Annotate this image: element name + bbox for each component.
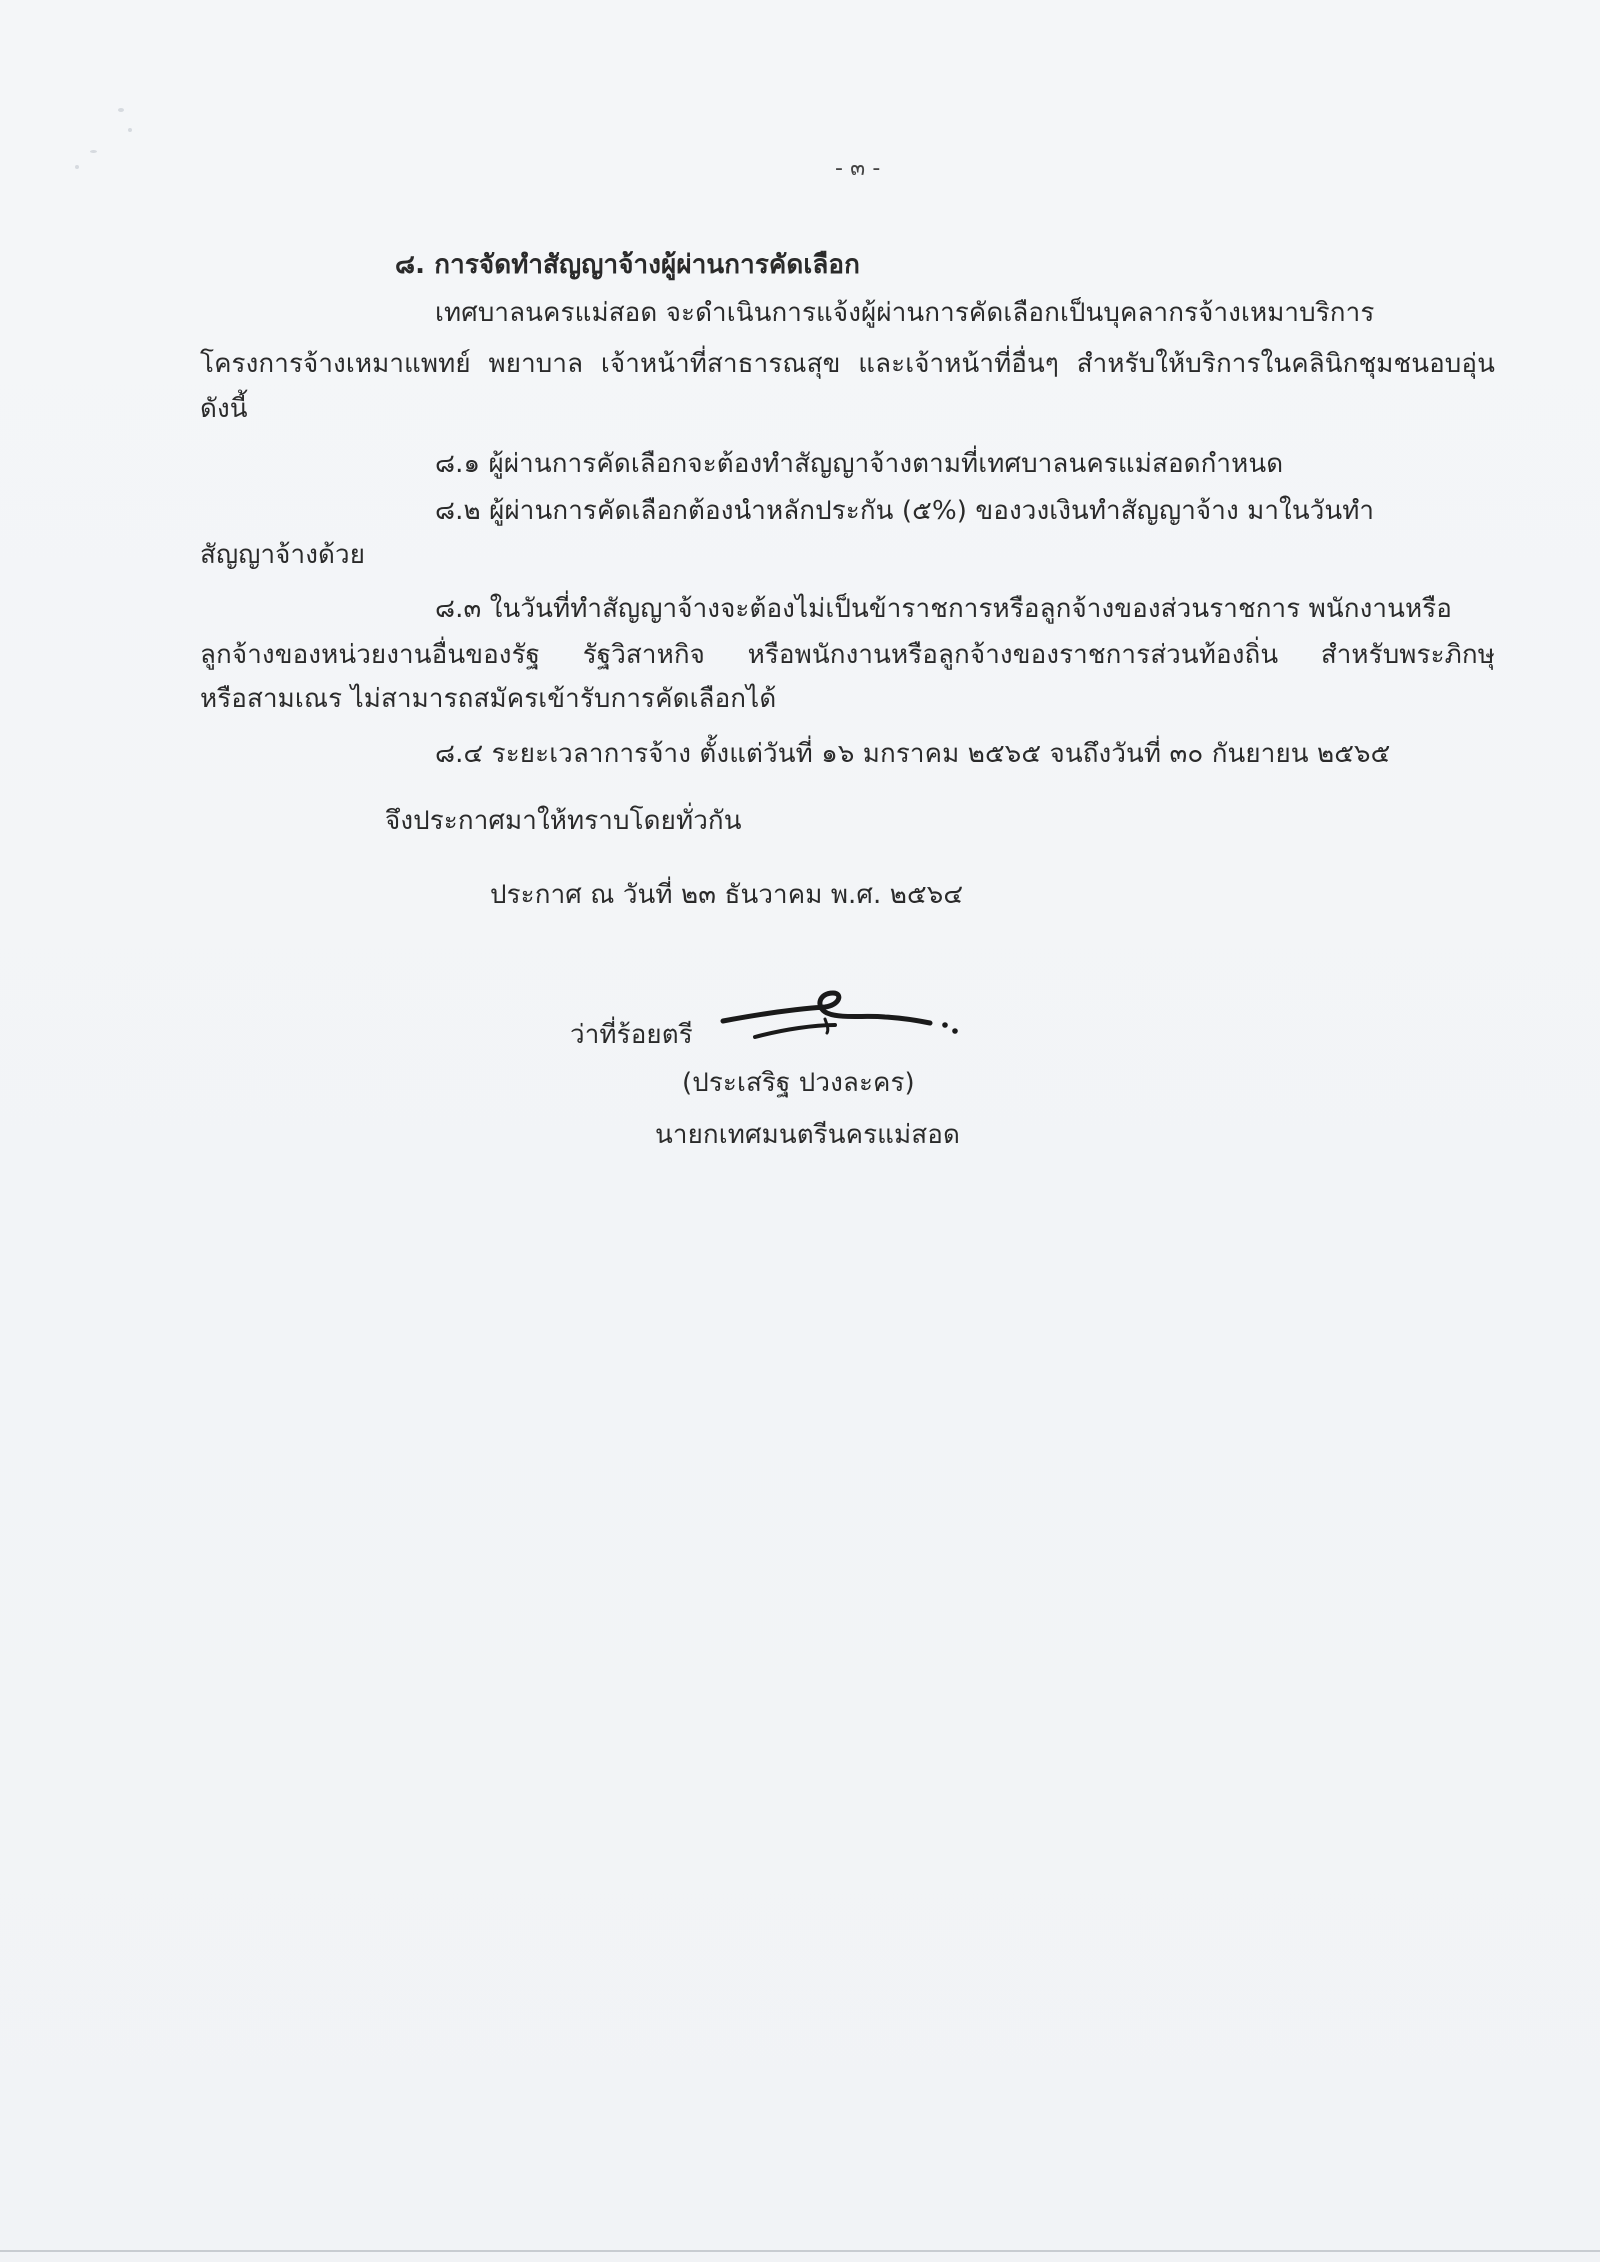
item-8-2-line-1: ๘.๒ ผู้ผ่านการคัดเลือกต้องนำหลักประกัน (๕%) ของวงเงินทำสัญญาจ้าง มาในวันทำ: [435, 496, 1375, 526]
page-bottom-edge: [0, 2250, 1600, 2252]
signatory-name: (ประเสริฐ ปวงละคร): [682, 1068, 915, 1098]
intro-line-1: เทศบาลนครแม่สอด จะดำเนินการแจ้งผู้ผ่านการคัดเลือกเป็นบุคลากรจ้างเหมาบริการ: [435, 298, 1375, 328]
signatory-rank: ว่าที่ร้อยตรี: [570, 1020, 693, 1050]
item-8-2-line-2: สัญญาจ้างด้วย: [200, 540, 366, 570]
item-8-3-line-1: ๘.๓ ในวันที่ทำสัญญาจ้างจะต้องไม่เป็นข้าราชการหรือลูกจ้างของส่วนราชการ พนักงานหรือ: [435, 594, 1453, 624]
scan-mark: [118, 108, 124, 112]
closing-statement: จึงประกาศมาให้ทราบโดยทั่วกัน: [385, 806, 742, 836]
intro-line-3: ดังนี้: [200, 394, 248, 424]
item-8-3-line-3: หรือสามเณร ไม่สามารถสมัครเข้ารับการคัดเลือกได้: [200, 684, 777, 714]
item-8-1: ๘.๑ ผู้ผ่านการคัดเลือกจะต้องทำสัญญาจ้างตามที่เทศบาลนครแม่สอดกำหนด: [435, 449, 1284, 479]
scan-mark: [90, 150, 97, 153]
announcement-date: ประกาศ ณ วันที่ ๒๓ ธันวาคม พ.ศ. ๒๕๖๔: [490, 880, 964, 910]
page-number: - ๓ -: [835, 156, 881, 181]
intro-line-2: โครงการจ้างเหมาแพทย์ พยาบาล เจ้าหน้าที่สาธารณสุข และเจ้าหน้าที่อื่นๆ สำหรับให้บริการในคลินิกชุมชนอบอุ่น: [200, 349, 1495, 379]
item-8-3-line-2: ลูกจ้างของหน่วยงานอื่นของรัฐ รัฐวิสาหกิจ หรือพนักงานหรือลูกจ้างของราชการส่วนท้องถิ่น สำหรับพระภิกษุ: [200, 640, 1495, 670]
scan-mark: [128, 128, 132, 132]
section-heading: ๘. การจัดทำสัญญาจ้างผู้ผ่านการคัดเลือก: [395, 250, 860, 280]
signature-icon: [715, 985, 975, 1055]
item-8-4: ๘.๔ ระยะเวลาการจ้าง ตั้งแต่วันที่ ๑๖ มกราคม ๒๕๖๕ จนถึงวันที่ ๓๐ กันยายน ๒๕๖๕: [435, 739, 1391, 769]
scan-mark: [75, 165, 79, 169]
signatory-position: นายกเทศมนตรีนครแม่สอด: [655, 1120, 960, 1150]
